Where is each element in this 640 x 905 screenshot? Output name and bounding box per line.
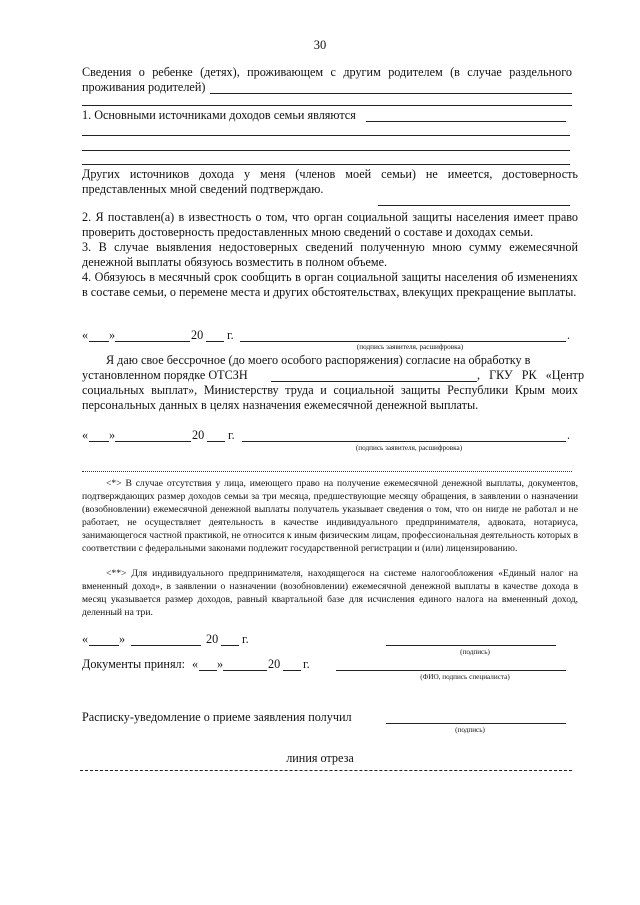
clause-2: 2. Я поставлен(а) в известность о том, что орган социальной защиты населения имеет право проверить достоверность предоставленных мною сведений о составе и доходах семьи. <box>82 210 578 239</box>
cut-line <box>80 770 572 771</box>
month-field[interactable] <box>131 645 201 646</box>
footnote-1: <*> В случае отсутствия у лица, имеющего право на получение ежемесячной денежной выплаты, документов, подтверждающих размер доходов семьи за три месяца, предшествующие месяцу обращения, в заявлении о назначении (возобновлении) ежемесячной денежной выплаты получатель указывает сведения о том, что он нигде не работал и не работает, не осуществляет деятельность в качестве индивидуального предпринимателя, адвоката, нотариуса, занимающегося частной практикой, не относится к иным физическим лицам, профессиональная деятельность которых в соответствии с федеральными законами подлежит государственной регистрации и (или) лицензированию. <box>82 478 578 554</box>
date-close-quote: » <box>109 428 116 442</box>
child-info-line-1[interactable] <box>210 93 572 94</box>
day-field[interactable] <box>89 645 119 646</box>
date-open-quote: « <box>82 632 89 646</box>
consent-line-1: Я даю свое бессрочное (до моего особого распоряжения) согласие на обработку в <box>106 353 531 367</box>
income-sources-line-1[interactable] <box>366 121 566 122</box>
date-open-quote: « <box>82 428 89 442</box>
date-row-end: . <box>567 428 571 442</box>
year-prefix: 20 <box>206 632 219 646</box>
month-field[interactable] <box>223 670 267 671</box>
signature-caption-1: (подпись заявителя, расшифровка) <box>356 343 464 351</box>
year-field[interactable] <box>206 341 224 342</box>
consent-line-3: социальных выплат», Министерству труда и социальной защиты Республики Крым моих персональных данных в целях назначения ежемесячной денежной выплаты. <box>82 383 578 412</box>
date-close-quote: » <box>119 632 126 646</box>
signature-caption-5: (подпись) <box>455 726 485 734</box>
income-sources-line-4[interactable] <box>82 164 570 165</box>
day-field[interactable] <box>199 670 217 671</box>
year-field[interactable] <box>221 645 239 646</box>
receipt-label: Расписку-уведомление о приеме заявления получил <box>82 710 352 724</box>
year-suffix: г. <box>227 328 234 342</box>
no-other-income-text: Других источников дохода у меня (членов моей семьи) не имеется, достоверность представленных мной сведений подтверждаю. <box>82 167 578 196</box>
date-open-quote: « <box>192 657 199 671</box>
year-field[interactable] <box>207 441 225 442</box>
income-sources-line-3[interactable] <box>82 150 570 151</box>
clause-4: 4. Обязуюсь в месячный срок сообщить в орган социальной защиты населения об изменениях в составе семьи, о перемене места и других обстоятельствах, влекущих прекращение выплаты. <box>82 270 578 299</box>
year-prefix: 20 <box>268 657 281 671</box>
confirm-signature-line[interactable] <box>378 205 570 206</box>
year-suffix: г. <box>303 657 310 671</box>
otszn-name-field[interactable] <box>271 381 477 382</box>
child-info-label: Сведения о ребенке (детях), проживающем с другим родителем (в случае раздельного проживания родителей) <box>82 65 572 94</box>
page-number: 30 <box>313 38 327 52</box>
income-sources-line-2[interactable] <box>82 135 570 136</box>
receipt-signature-line[interactable] <box>386 723 566 724</box>
applicant-signature-line[interactable] <box>242 441 566 442</box>
month-field[interactable] <box>115 441 191 442</box>
date-row-end: . <box>567 328 571 342</box>
consent-line-2a: установленном порядке ОТСЗН <box>82 368 248 382</box>
child-info-line-2[interactable] <box>82 105 572 106</box>
footnote-separator <box>82 471 572 472</box>
cut-line-label: линия отреза <box>286 751 354 765</box>
documents-accepted-label: Документы принял: <box>82 657 186 671</box>
year-prefix: 20 <box>192 428 205 442</box>
signature-caption-2: (подпись заявителя, расшифровка) <box>355 444 463 452</box>
footnote-2: <**> Для индивидуального предпринимателя, находящегося на системе налогообложения «Единый налог на вмененный доход», в заявлении о назначении (возобновлении) ежемесячной денежной выплаты в качестве дохода в месяц указывается размер доходов, равный квартальной базе для исчисления единого налога на вмененный доход, деленный на три. <box>82 568 578 618</box>
date-close-quote: » <box>217 657 224 671</box>
consent-line-2b: , ГКУ РК «Центр <box>477 368 585 382</box>
signature-line[interactable] <box>386 645 556 646</box>
year-prefix: 20 <box>191 328 204 342</box>
year-suffix: г. <box>242 632 249 646</box>
signature-caption-4: (ФИО, подпись специалиста) <box>420 673 510 681</box>
date-close-quote: » <box>109 328 116 342</box>
applicant-signature-line[interactable] <box>240 341 566 342</box>
date-open-quote: « <box>82 328 89 342</box>
day-field[interactable] <box>89 341 109 342</box>
year-field[interactable] <box>283 670 301 671</box>
specialist-signature-line[interactable] <box>336 670 566 671</box>
month-field[interactable] <box>115 341 190 342</box>
signature-caption-3: (подпись) <box>460 648 490 656</box>
year-suffix: г. <box>228 428 235 442</box>
day-field[interactable] <box>89 441 109 442</box>
income-sources-label: 1. Основными источниками доходов семьи являются <box>82 108 356 122</box>
clause-3: 3. В случае выявления недостоверных сведений полученную мною сумму ежемесячной денежной выплаты обязуюсь возместить в полном объеме. <box>82 240 578 269</box>
